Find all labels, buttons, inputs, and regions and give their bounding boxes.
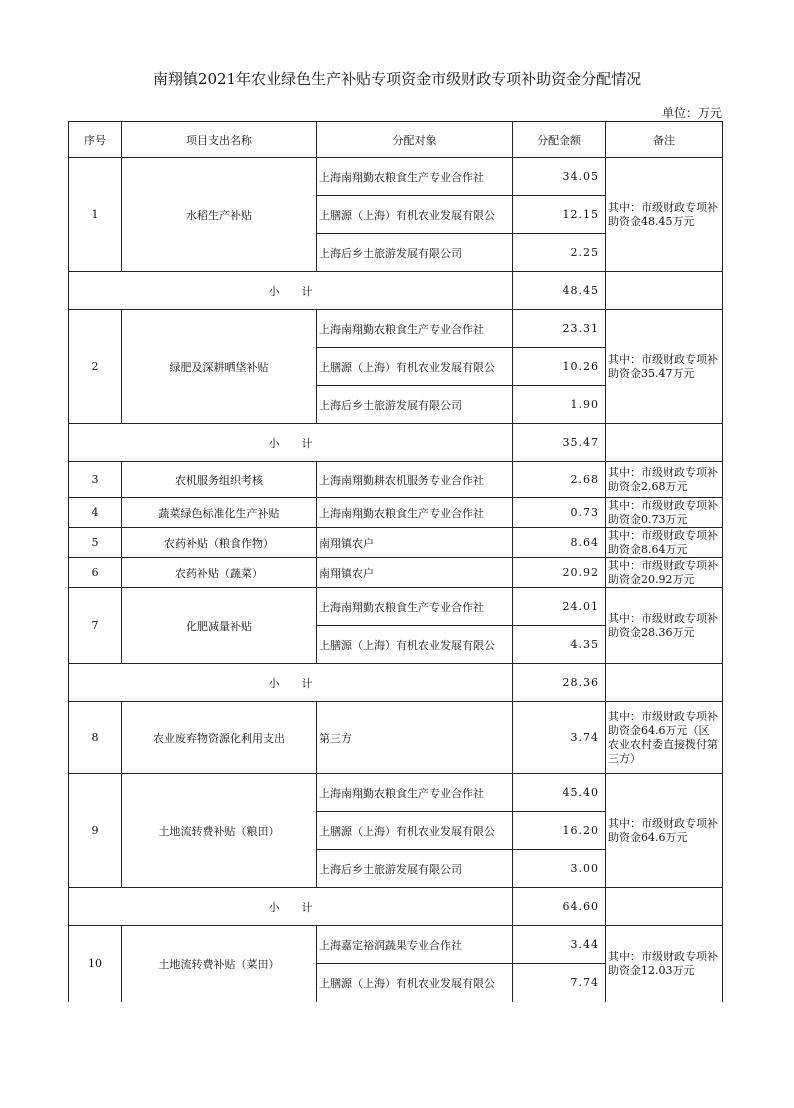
row-number: 5 [69, 528, 122, 558]
subtotal-note-empty [606, 424, 723, 462]
allocation-amount: 23.31 [513, 310, 606, 348]
subtotal-label: 小 计 [69, 272, 513, 310]
row-number: 9 [69, 774, 122, 888]
subtotal-label: 小 计 [69, 888, 513, 926]
item-name: 水稻生产补贴 [122, 158, 317, 272]
allocation-target: 上海南翔勤农粮食生产专业合作社 [317, 588, 513, 626]
row-number: 10 [69, 926, 122, 1002]
row-number: 4 [69, 498, 122, 528]
table-row [69, 558, 723, 588]
remark: 其中：市级财政专项补助资金20.92万元 [606, 558, 723, 588]
header-no: 序号 [69, 122, 122, 158]
item-name: 农业废弃物资源化利用支出 [122, 702, 317, 774]
allocation-amount: 8.64 [513, 528, 606, 558]
allocation-amount: 34.05 [513, 158, 606, 196]
row-number: 8 [69, 702, 122, 774]
row-number: 7 [69, 588, 122, 664]
header-row [69, 122, 723, 158]
page-title: 南翔镇2021年农业绿色生产补贴专项资金市级财政专项补助资金分配情况 [152, 70, 642, 88]
subtotal-row [69, 424, 723, 462]
allocation-amount: 7.74 [513, 964, 606, 1002]
header-item: 项目支出名称 [122, 122, 317, 158]
subtotal-label: 小 计 [69, 424, 513, 462]
allocation-amount: 20.92 [513, 558, 606, 588]
allocation-amount: 3.74 [513, 702, 606, 774]
allocation-amount: 4.35 [513, 626, 606, 664]
table-row [69, 588, 723, 626]
subtotal-note-empty [606, 888, 723, 926]
table-row [69, 462, 723, 498]
row-number: 6 [69, 558, 122, 588]
table-row [69, 528, 723, 558]
table-row [69, 702, 723, 774]
subtotal-amount: 48.45 [513, 272, 606, 310]
allocation-target: 南翔镇农户 [317, 528, 513, 558]
header-target: 分配对象 [317, 122, 513, 158]
allocation-target: 上海南翔勤农粮食生产专业合作社 [317, 158, 513, 196]
subtotal-amount: 28.36 [513, 664, 606, 702]
table-row [69, 158, 723, 196]
allocation-target: 上海南翔勤农粮食生产专业合作社 [317, 498, 513, 528]
allocation-amount: 16.20 [513, 812, 606, 850]
allocation-target: 上膳源（上海）有机农业发展有限公 [317, 196, 513, 234]
subtotal-amount: 35.47 [513, 424, 606, 462]
remark: 其中：市级财政专项补助资金8.64万元 [606, 528, 723, 558]
allocation-amount: 1.90 [513, 386, 606, 424]
remark: 其中：市级财政专项补助资金48.45万元 [606, 158, 723, 272]
remark: 其中：市级财政专项补助资金12.03万元 [606, 926, 723, 1002]
allocation-target: 上海南翔勤农粮食生产专业合作社 [317, 774, 513, 812]
allocation-target: 南翔镇农户 [317, 558, 513, 588]
unit-label: 单位：万元 [661, 106, 722, 120]
allocation-target: 上膳源（上海）有机农业发展有限公 [317, 348, 513, 386]
item-name: 化肥减量补贴 [122, 588, 317, 664]
allocation-amount: 10.26 [513, 348, 606, 386]
subtotal-row [69, 664, 723, 702]
row-number: 1 [69, 158, 122, 272]
item-name: 农机服务组织考核 [122, 462, 317, 498]
subtotal-note-empty [606, 664, 723, 702]
row-number: 2 [69, 310, 122, 424]
subtotal-label: 小 计 [69, 664, 513, 702]
allocation-target: 上海南翔勤农粮食生产专业合作社 [317, 310, 513, 348]
allocation-target: 第三方 [317, 702, 513, 774]
table-row [69, 926, 723, 964]
allocation-amount: 3.00 [513, 850, 606, 888]
allocation-amount: 12.15 [513, 196, 606, 234]
allocation-amount: 0.73 [513, 498, 606, 528]
allocation-amount: 3.44 [513, 926, 606, 964]
remark: 其中：市级财政专项补助资金2.68万元 [606, 462, 723, 498]
allocation-target: 上海嘉定裕润蔬果专业合作社 [317, 926, 513, 964]
allocation-target: 上海南翔勤耕农机服务专业合作社 [317, 462, 513, 498]
remark: 其中：市级财政专项补助资金64.6万元 [606, 774, 723, 888]
table-body [69, 122, 723, 1002]
item-name: 农药补贴（粮食作物） [122, 528, 317, 558]
allocation-target: 上海后乡土旅游发展有限公司 [317, 234, 513, 272]
allocation-target: 上海后乡土旅游发展有限公司 [317, 850, 513, 888]
subtotal-amount: 64.60 [513, 888, 606, 926]
allocation-target: 上海后乡土旅游发展有限公司 [317, 386, 513, 424]
row-number: 3 [69, 462, 122, 498]
table-row [69, 774, 723, 812]
item-name: 绿肥及深耕晒垡补贴 [122, 310, 317, 424]
subtotal-note-empty [606, 272, 723, 310]
allocation-amount: 24.01 [513, 588, 606, 626]
subtotal-row [69, 272, 723, 310]
allocation-amount: 2.25 [513, 234, 606, 272]
item-name: 土地流转费补贴（菜田） [122, 926, 317, 1002]
remark: 其中：市级财政专项补助资金28.36万元 [606, 588, 723, 664]
header-note: 备注 [606, 122, 723, 158]
item-name: 蔬菜绿色标准化生产补贴 [122, 498, 317, 528]
allocation-table [68, 121, 723, 1002]
allocation-target: 上膳源（上海）有机农业发展有限公 [317, 964, 513, 1002]
subtotal-row [69, 888, 723, 926]
allocation-target: 上膳源（上海）有机农业发展有限公 [317, 626, 513, 664]
allocation-amount: 45.40 [513, 774, 606, 812]
item-name: 农药补贴（蔬菜） [122, 558, 317, 588]
remark: 其中：市级财政专项补助资金64.6万元（区农业农村委直接拨付第三方） [606, 702, 723, 774]
item-name: 土地流转费补贴（粮田） [122, 774, 317, 888]
table-row [69, 498, 723, 528]
remark: 其中：市级财政专项补助资金35.47万元 [606, 310, 723, 424]
header-amount: 分配金额 [513, 122, 606, 158]
table-row [69, 310, 723, 348]
allocation-amount: 2.68 [513, 462, 606, 498]
remark: 其中：市级财政专项补助资金0.73万元 [606, 498, 723, 528]
allocation-target: 上膳源（上海）有机农业发展有限公 [317, 812, 513, 850]
